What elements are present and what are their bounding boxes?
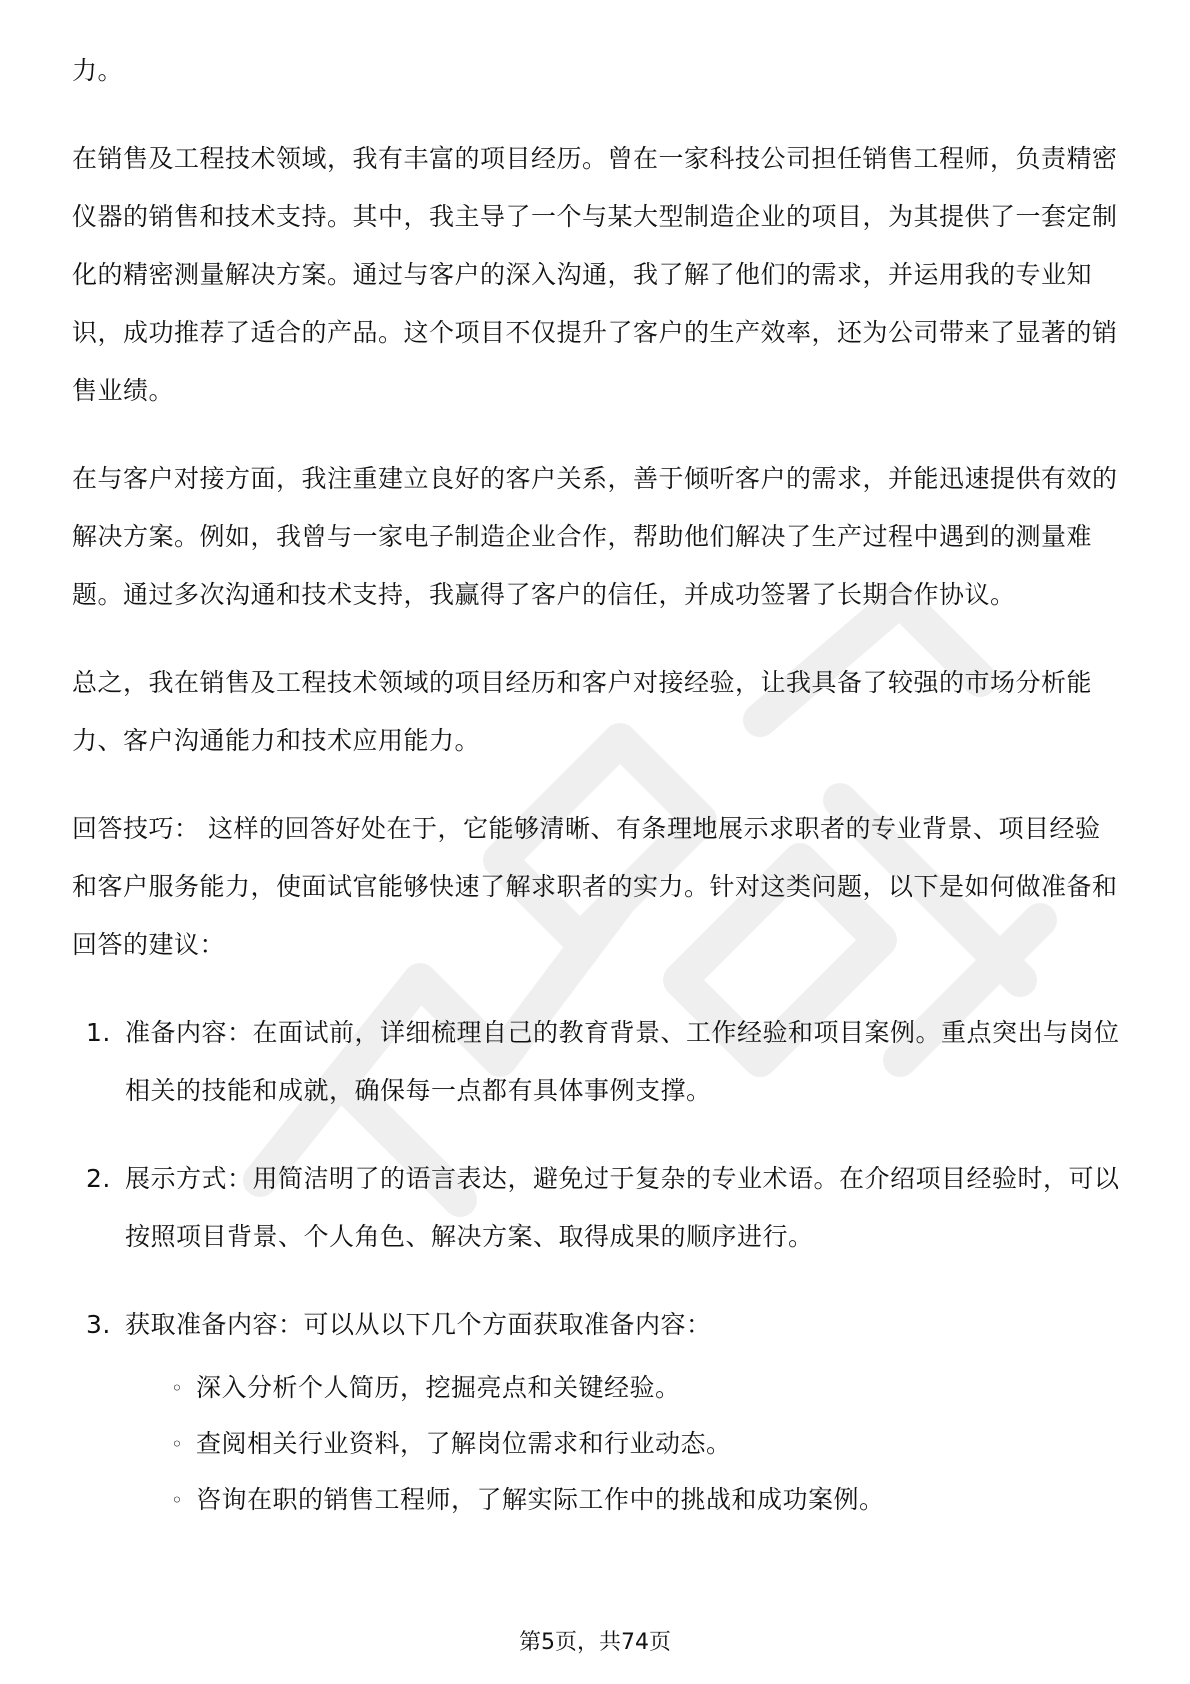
- list-item: [72, 1150, 1120, 1266]
- sub-list-item-text: 查阅相关行业资料，了解岗位需求和行业动态。: [196, 1429, 732, 1458]
- list-item-text: 展示方式：用简洁明了的语言表达，避免过于复杂的专业术语。在介绍项目经验时，可以按照项目背景、个人角色、解决方案、取得成果的顺序进行。: [125, 1164, 1120, 1251]
- paragraph-summary: 总之，我在销售及工程技术领域的项目经历和客户对接经验，让我具备了较强的市场分析能力、客户沟通能力和技术应用能力。: [72, 668, 1093, 755]
- hollow-bullet-icon: ◦: [171, 1488, 184, 1512]
- list-number: 3.: [86, 1310, 111, 1339]
- advice-list: [72, 1004, 1120, 1528]
- hollow-bullet-icon: ◦: [171, 1376, 184, 1400]
- paragraph-project-experience: 在销售及工程技术领域，我有丰富的项目经历。曾在一家科技公司担任销售工程师，负责精密仪器的销售和技术支持。其中，我主导了一个与某大型制造企业的项目，为其提供了一套定制化的精密测量解决方案。通过与客户的深入沟通，我了解了他们的需求，并运用我的专业知识，成功推荐了适合的产品。这个项目不仅提升了客户的生产效率，还为公司带来了显著的销售业绩。: [72, 144, 1118, 405]
- page-footer: 第5页，共74页: [519, 1630, 671, 1655]
- sub-list: [125, 1360, 1120, 1528]
- paragraph-client-relations: 在与客户对接方面，我注重建立良好的客户关系，善于倾听客户的需求，并能迅速提供有效的解决方案。例如，我曾与一家电子制造企业合作，帮助他们解决了生产过程中遇到的测量难题。通过多次沟通和技术支持，我赢得了客户的信任，并成功签署了长期合作协议。: [72, 464, 1118, 609]
- sub-list-item: [171, 1360, 1120, 1416]
- paragraph-answer-tips: 回答技巧： 这样的回答好处在于，它能够清晰、有条理地展示求职者的专业背景、项目经验和客户服务能力，使面试官能够快速了解求职者的实力。针对这类问题，以下是如何做准备和回答的建议：: [72, 814, 1118, 959]
- list-item: [72, 1004, 1120, 1120]
- list-number: 1.: [86, 1018, 111, 1047]
- list-item-text: 获取准备内容：可以从以下几个方面获取准备内容：: [125, 1310, 712, 1339]
- sub-list-item: [171, 1472, 1120, 1528]
- list-item-text: 准备内容：在面试前，详细梳理自己的教育背景、工作经验和项目案例。重点突出与岗位相关的技能和成就，确保每一点都有具体事例支撑。: [125, 1018, 1120, 1105]
- main-content: [72, 42, 1120, 1558]
- paragraph-continuation: 力。: [72, 56, 124, 85]
- hollow-bullet-icon: ◦: [171, 1432, 184, 1456]
- sub-list-item-text: 深入分析个人简历，挖掘亮点和关键经验。: [196, 1373, 681, 1402]
- list-item: [72, 1296, 1120, 1528]
- list-number: 2.: [86, 1164, 111, 1193]
- sub-list-item-text: 咨询在职的销售工程师，了解实际工作中的挑战和成功案例。: [196, 1485, 885, 1514]
- sub-list-item: [171, 1416, 1120, 1472]
